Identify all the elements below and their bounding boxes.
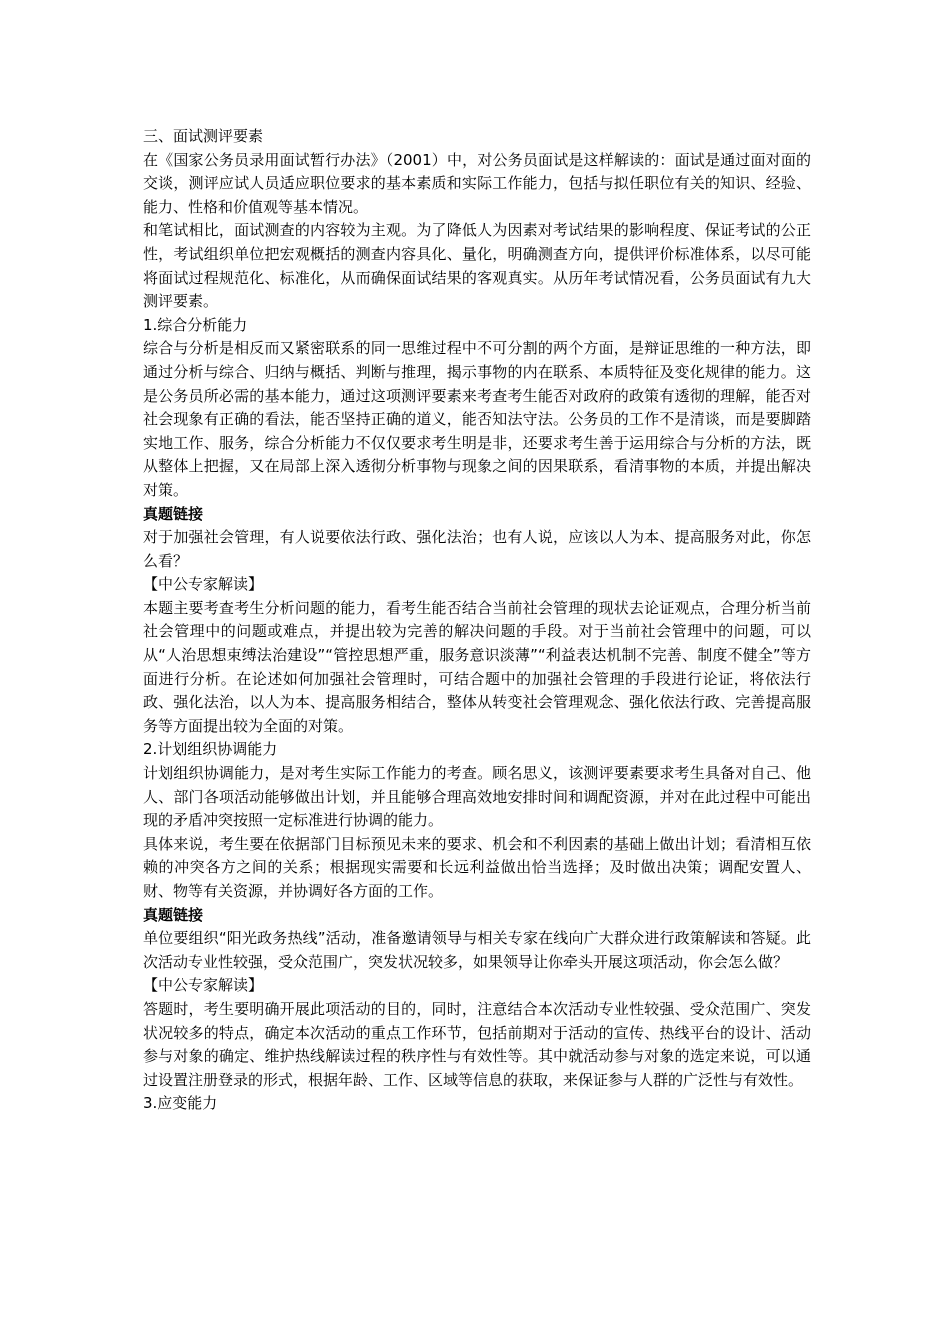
exam-link-heading: 真题链接 bbox=[143, 905, 204, 924]
exam-question: 对于加强社会管理，有人说要依法行政、强化法治；也有人说，应该以人为本、提高服务对此，你怎么看？ bbox=[143, 528, 811, 570]
body-paragraph: 本题主要考查考生分析问题的能力，看考生能否结合当前社会管理的现状去论证观点，合理分析当前社会管理中的问题或难点，并提出较为完善的解决问题的手段。对于当前社会管理中的问题，可以从“人治思想束缚法治建设”“管控思想严重，服务意识淡薄”“利益表达机制不完善、制度不健全”等方面进行分析。在论述如何加强社会管理时，可结合题中的加强社会管理的手段进行论证，将依法行政、强化法治，以人为本、提高服务相结合，整体从转变社会管理观念、强化依法行政、完善提高服务等方面提出较为全面的对策。 bbox=[143, 598, 811, 735]
body-paragraph: 在《国家公务员录用面试暂行办法》（2001）中，对公务员面试是这样解读的：面试是通过面对面的交谈，测评应试人员适应职位要求的基本素质和实际工作能力，包括与拟任职位有关的知识、经验、能力、性格和价值观等基本情况。 bbox=[143, 150, 811, 216]
body-paragraph: 和笔试相比，面试测查的内容较为主观。为了降低人为因素对考试结果的影响程度、保证考试的公正性，考试组织单位把宏观概括的测查内容具化、量化，明确测查方向，提供评价标准体系，以尽可能将面试过程规范化、标准化，从而确保面试结果的客观真实。从历年考试情况看，公务员面试有九大测评要素。 bbox=[143, 221, 811, 311]
subsection-heading: 2.计划组织协调能力 bbox=[143, 740, 278, 759]
body-paragraph: 计划组织协调能力，是对考生实际工作能力的考查。顾名思义，该测评要素要求考生具备对自己、他人、部门各项活动能够做出计划，并且能够合理高效地安排时间和调配资源，并对在此过程中可能出现的矛盾冲突按照一定标准进行协调的能力。 bbox=[143, 764, 811, 830]
body-paragraph: 具体来说，考生要在依据部门目标预见未来的要求、机会和不利因素的基础上做出计划；看清相互依赖的冲突各方之间的关系；根据现实需要和长远利益做出恰当选择；及时做出决策；调配安置人、财、物等有关资源，并协调好各方面的工作。 bbox=[143, 834, 811, 900]
expert-analysis-label: 【中公专家解读】 bbox=[143, 976, 264, 995]
exam-question: 单位要组织“阳光政务热线”活动，准备邀请领导与相关专家在线向广大群众进行政策解读和答疑。此次活动专业性较强，受众范围广，突发状况较多，如果领导让你牵头开展这项活动，你会怎么做？ bbox=[143, 929, 811, 971]
expert-analysis-label: 【中公专家解读】 bbox=[143, 575, 264, 594]
body-paragraph: 答题时，考生要明确开展此项活动的目的，同时，注意结合本次活动专业性较强、受众范围广、突发状况较多的特点，确定本次活动的重点工作环节，包括前期对于活动的宣传、热线平台的设计、活动参与对象的确定、维护热线解读过程的秩序性与有效性等。其中就活动参与对象的选定来说，可以通过设置注册登录的形式，根据年龄、工作、区域等信息的获取，来保证参与人群的广泛性与有效性。 bbox=[143, 999, 811, 1089]
subsection-heading: 3.应变能力 bbox=[143, 1094, 218, 1113]
exam-link-heading: 真题链接 bbox=[143, 504, 204, 523]
document-page bbox=[143, 125, 811, 1116]
body-paragraph: 综合与分析是相反而又紧密联系的同一思维过程中不可分割的两个方面，是辩证思维的一种方法，即通过分析与综合、归纳与概括、判断与推理，揭示事物的内在联系、本质特征及变化规律的能力。这是公务员所必需的基本能力，通过这项测评要素来考查考生能否对政府的政策有透彻的理解，能否对社会现象有正确的看法，能否坚持正确的道义，能否知法守法。公务员的工作不是清谈，而是要脚踏实地工作、服务，综合分析能力不仅仅要求考生明是非，还要求考生善于运用综合与分析的方法，既从整体上把握，又在局部上深入透彻分析事物与现象之间的因果联系，看清事物的本质，并提出解决对策。 bbox=[143, 339, 811, 499]
section-heading: 三、面试测评要素 bbox=[143, 127, 264, 145]
subsection-heading: 1.综合分析能力 bbox=[143, 315, 248, 334]
